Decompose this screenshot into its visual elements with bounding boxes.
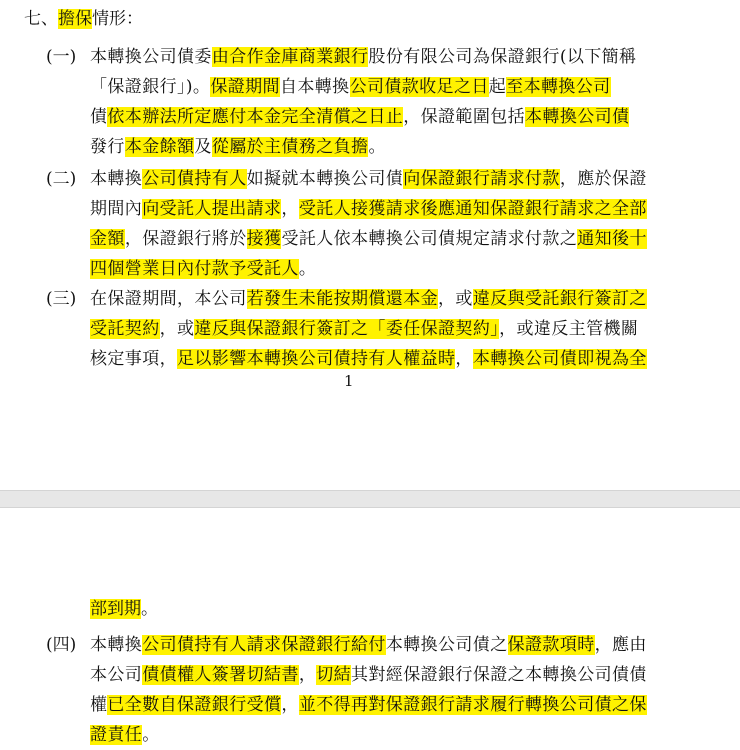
page-number: 1	[344, 372, 354, 390]
highlighted-text: 受託人接獲請求後應通知保證銀行請求之全部	[298, 199, 647, 219]
plain-text: ，	[281, 695, 299, 715]
plain-text: ，應於保證	[559, 169, 647, 189]
highlighted-text: 保證期間	[210, 77, 280, 97]
plain-text: 。	[142, 725, 160, 745]
plain-text: 。	[141, 599, 158, 619]
clause-number: (一)	[46, 47, 77, 67]
text-line	[90, 132, 686, 162]
text-line	[90, 254, 686, 284]
plain-text: 發行	[90, 137, 125, 157]
continuation-text	[90, 594, 158, 624]
highlighted-text: 已全數自保證銀行受償	[107, 695, 282, 715]
highlighted-text: 切結	[316, 665, 352, 685]
clause-number: (三)	[46, 289, 77, 309]
section-number: 七、	[24, 9, 58, 29]
highlighted-text: 公司債持有人請求保證銀行給付	[142, 635, 386, 655]
highlighted-text: 足以影響本轉換公司債持有人權益時	[177, 349, 456, 369]
plain-text: 本轉換	[90, 635, 143, 655]
text-line	[90, 102, 686, 132]
highlighted-text: 向受託人提出請求	[142, 199, 282, 219]
plain-text: 債	[90, 107, 108, 127]
plain-text: ，	[455, 349, 473, 369]
highlighted-text: 通知後十	[577, 229, 647, 249]
plain-text: 核定事項，	[90, 349, 177, 369]
plain-text: 在保證期間，本公司	[90, 289, 247, 309]
highlighted-text: 四個營業日內付款予受託人	[90, 259, 299, 279]
section-heading	[24, 7, 143, 31]
text-line	[90, 164, 686, 194]
highlighted-text: 受託契約	[90, 319, 160, 339]
highlighted-text: 證責任	[90, 725, 143, 745]
plain-text: 及	[194, 137, 212, 157]
text-line	[90, 224, 686, 254]
highlighted-text: 違反與受託銀行簽訂之	[472, 289, 647, 309]
plain-text: ，或	[159, 319, 195, 339]
highlighted-text: 違反與保證銀行簽訂之「委任保證契約」	[194, 319, 500, 339]
text-line	[90, 344, 686, 374]
clause-number: (四)	[46, 635, 77, 655]
plain-text: 期間內	[90, 199, 143, 219]
plain-text: ，或	[438, 289, 473, 309]
clause-text	[90, 630, 686, 750]
highlighted-text: 本轉換公司債即視為全	[472, 349, 647, 369]
document-page-2	[0, 508, 740, 746]
highlighted-text: 至本轉換公司	[506, 77, 611, 97]
text-line	[90, 42, 686, 72]
plain-text: 股份有限公司為保證銀行(以下簡稱	[368, 47, 637, 67]
highlighted-text: 由合作金庫商業銀行	[211, 47, 369, 67]
text-line	[90, 630, 686, 660]
highlighted-text: 依本辦法所定應付本金完全清償之日止	[107, 107, 404, 127]
highlighted-text: 公司債持有人	[142, 169, 247, 189]
plain-text: ，	[298, 665, 317, 685]
clause-text	[90, 164, 686, 284]
text-line	[90, 660, 686, 690]
plain-text: 本轉換公司債之	[385, 635, 508, 655]
highlighted-text: 向保證銀行請求付款	[403, 169, 560, 189]
plain-text: ，	[281, 199, 299, 219]
text-line	[90, 194, 686, 224]
highlighted-text: 保證款項時	[507, 635, 595, 655]
highlighted-text: 債債權人簽署切結書	[142, 665, 299, 685]
highlighted-text: 若發生未能按期償還本金	[246, 289, 439, 309]
highlighted-text: 公司債款收足之日	[349, 77, 489, 97]
page-separator	[0, 490, 740, 508]
highlighted-text: 從屬於主債務之負擔	[211, 137, 369, 157]
plain-text: 自本轉換	[279, 77, 350, 97]
plain-text: 本公司	[90, 665, 143, 685]
text-line	[90, 314, 686, 344]
plain-text: ，保證銀行將於	[124, 229, 247, 249]
plain-text: 受託人依本轉換公司債規定請求付款之	[281, 229, 578, 249]
plain-text: 本轉換	[90, 169, 143, 189]
plain-text: 如擬就本轉換公司債	[246, 169, 404, 189]
clause-text	[90, 284, 686, 374]
highlighted-text: 本轉換公司債	[525, 107, 630, 127]
clause-number: (二)	[46, 169, 77, 189]
plain-text: 其對經保證銀行保證之本轉換公司債債	[351, 665, 647, 685]
plain-text: ，應由	[594, 635, 647, 655]
plain-text: 權	[90, 695, 108, 715]
plain-text: 。	[298, 259, 317, 279]
highlighted-text: 金額	[90, 229, 125, 249]
plain-text: 本轉換公司債委	[90, 47, 212, 67]
plain-text: ，保證範圍包括	[403, 107, 526, 127]
plain-text: 。	[368, 137, 386, 157]
highlighted-text: 部到期	[90, 599, 141, 619]
plain-text: 起	[488, 77, 507, 97]
text-line	[90, 690, 686, 720]
section-title-highlight: 擔保	[58, 9, 92, 29]
plain-text: 「保證銀行」)。	[90, 77, 211, 97]
plain-text: ，或違反主管機關	[499, 319, 639, 339]
text-line	[90, 72, 686, 102]
clause-text	[90, 42, 686, 162]
highlighted-text: 接獲	[246, 229, 282, 249]
highlighted-text: 本金餘額	[124, 137, 195, 157]
section-title: 情形：	[92, 9, 143, 29]
highlighted-text: 並不得再對保證銀行請求履行轉換公司債之保	[298, 695, 647, 715]
text-line	[90, 284, 686, 314]
